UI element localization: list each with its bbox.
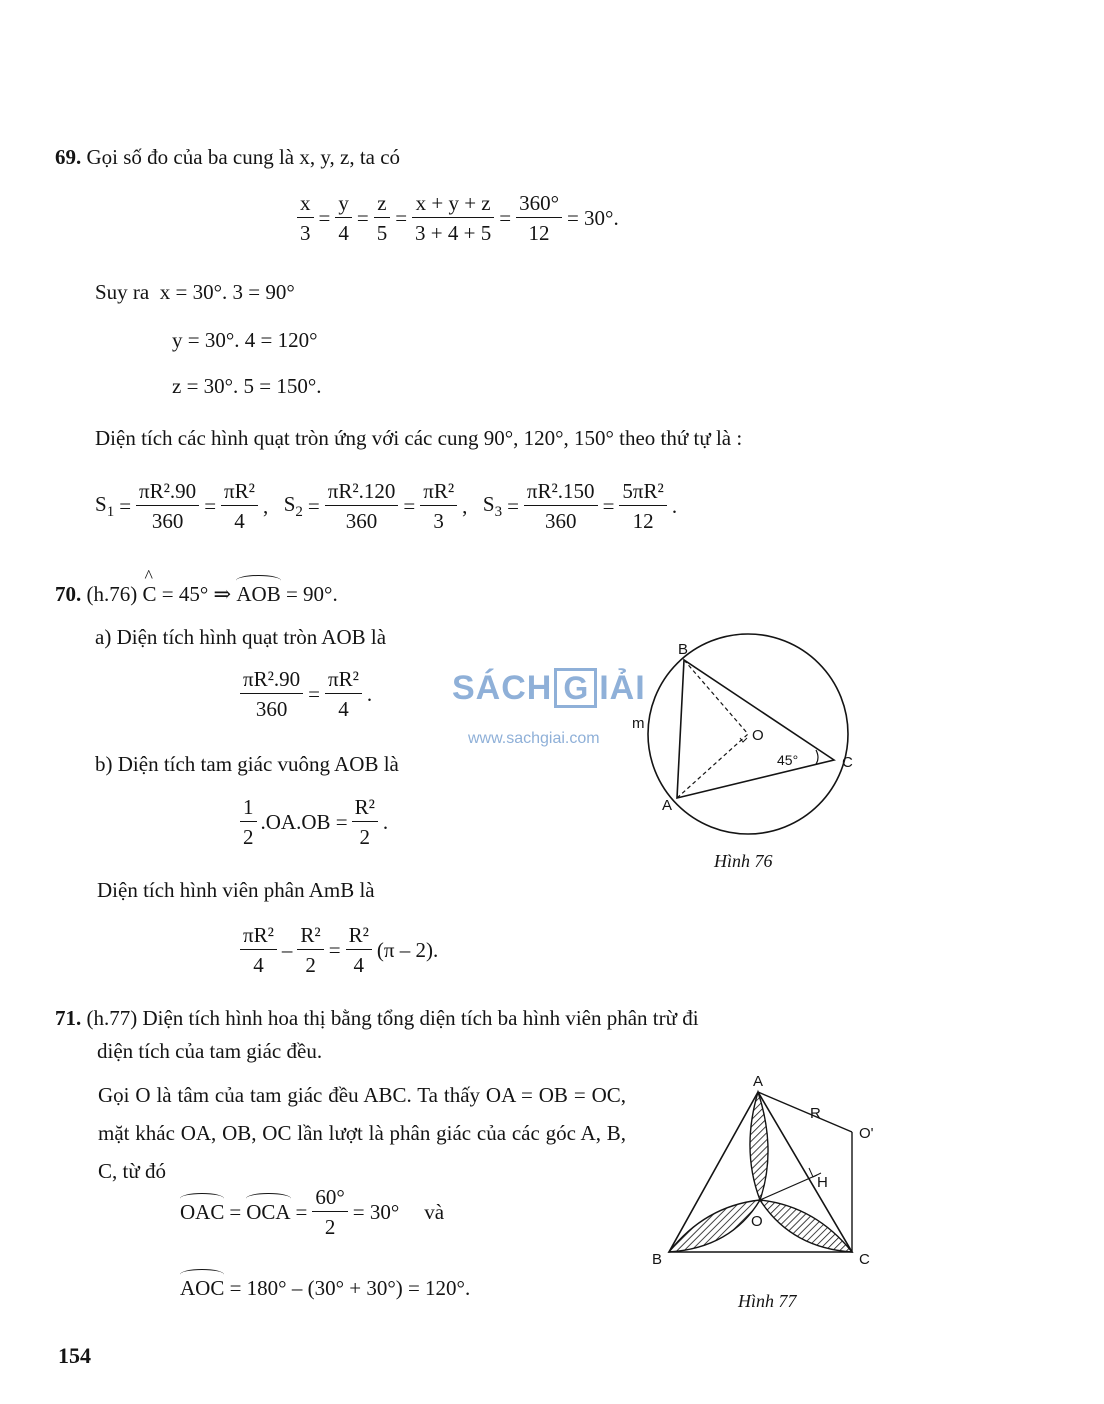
label-b: B [652, 1251, 663, 1268]
part-a-formula: $\frac{\text{πR².90}}{360}$ = $\frac{\text{πR²}}{4}$ . [240, 668, 377, 721]
fraction: $\frac{x + y + z}{3 + 4 + 5}$ [412, 192, 494, 245]
problem-71-paragraph: Gọi O là tâm của tam giác đều ABC. Ta thấy OA = OB = OC, mặt khác OA, OB, OC lần lượt là phân giác của các góc A, B, C, từ đó [98, 1083, 626, 1183]
arc-aob: AOB [236, 582, 281, 606]
problem-intro-text: Gọi số đo của ba cung là x, y, z, ta có [81, 145, 401, 169]
label-a: A [753, 1073, 764, 1090]
y-value-line: y = 30°. 4 = 120° [172, 328, 318, 352]
s2-label: $S_2$ [283, 492, 303, 521]
label-a: A [662, 797, 673, 814]
angle-c: ^ C [143, 582, 157, 607]
figure-76 [630, 630, 860, 850]
part-b-formula: $\frac{1}{2}$ .OA.OB = $\frac{\text{R²}}{2}$ . [240, 796, 393, 849]
segment-oh [760, 1175, 817, 1200]
problem-71-line2: diện tích của tam giác đều. [97, 1039, 323, 1063]
part-c-text: Diện tích hình viên phân AmB là [97, 878, 375, 902]
label-h: H [817, 1174, 828, 1191]
sector-area-formulas: $S_1$ = $\frac{\text{πR².90}}{360}$ = $\frac{\text{πR²}}{4}$ , $S_2$ = $\frac{\text{πR².120}}{360}$ = $\frac{\text{πR²}}{3}$ , $S_3$ = $\frac{\text{πR².150}}{360}$ = $\frac{\text{5πR²}}{12}$ . [95, 479, 678, 534]
problem-70-intro: 70. (h.76) ^ C = 45° ⇒ AOB = 90°. [55, 582, 338, 607]
figure-77 [645, 1070, 890, 1275]
arc-aoc: AOC [180, 1276, 225, 1300]
problem-number: 71. [55, 1006, 82, 1030]
fraction: $\frac{x}{3}$ [297, 192, 314, 245]
part-c-formula: $\frac{\text{πR²}}{4}$ – $\frac{\text{R²}}{2}$ = $\frac{\text{R²}}{4}$ (π – 2). [240, 924, 443, 977]
watermark-url: www.sachgiai.com [468, 730, 600, 747]
label-o: O [752, 727, 764, 744]
label-o-prime: O' [859, 1125, 874, 1142]
problem-69-intro [55, 145, 400, 170]
suy-ra-label: Suy ra [95, 280, 150, 304]
problem-number: 69. [55, 145, 82, 169]
part-a-text: a) Diện tích hình quạt tròn AOB là [95, 625, 387, 649]
problem-71-line1: (h.77) Diện tích hình hoa thị bằng tổng diện tích ba hình viên phân trừ đi [81, 1006, 699, 1030]
label-b: B [678, 641, 689, 658]
label-c: C [842, 754, 853, 771]
s3-label: $S_3$ [482, 492, 503, 521]
fraction: $\frac{360^\circ}{12}$ [516, 192, 562, 245]
segment-ao-prime [758, 1092, 852, 1132]
segment-ao [677, 734, 748, 798]
petal-right [760, 1200, 852, 1252]
page-number: 154 [58, 1343, 91, 1368]
suy-ra-line [95, 280, 295, 305]
label-c: C [859, 1251, 870, 1268]
fraction: $\frac{y}{4}$ [335, 192, 352, 245]
arc-oac: OAC [180, 1200, 225, 1225]
angle-arc [816, 750, 818, 764]
ratio-equation: $\frac{x}{3}$ = $\frac{y}{4}$ = $\frac{z}{5}$ = $\frac{x + y + z}{3 + 4 + 5}$ = $\frac{360^\circ}{12}$ = 30°. [297, 192, 624, 245]
petal-top [750, 1092, 768, 1200]
angle-equation-2: AOC = 180° – (30° + 30°) = 120°. [180, 1276, 471, 1300]
fraction: $\frac{z}{5}$ [374, 192, 391, 245]
label-r: R [810, 1105, 821, 1122]
sector-area-text: Diện tích các hình quạt tròn ứng với các cung 90°, 120°, 150° theo thứ tự là : [95, 426, 743, 450]
watermark-logo: SÁCH G IẢI [452, 669, 646, 707]
problem-71-intro [55, 1006, 699, 1031]
arc-oca: OCA [246, 1200, 291, 1225]
label-angle: 45° [777, 752, 799, 768]
result-value: = 30°. [566, 206, 619, 231]
conjunction-va: và [424, 1200, 445, 1225]
angle-equation-1: OAC = OCA = $\frac{60^\circ}{2}$ = 30° và [180, 1185, 445, 1240]
figure-76-caption: Hình 76 [714, 851, 773, 871]
label-o: O [751, 1213, 763, 1230]
problem-number: 70. [55, 582, 82, 606]
s1-label: $S_1$ [95, 492, 115, 521]
x-value-line: x = 30°. 3 = 90° [159, 280, 295, 304]
label-m: m [632, 715, 645, 732]
z-value-line: z = 30°. 5 = 150°. [172, 374, 322, 398]
figure-77-caption: Hình 77 [738, 1291, 797, 1311]
part-b-text: b) Diện tích tam giác vuông AOB là [95, 752, 399, 776]
